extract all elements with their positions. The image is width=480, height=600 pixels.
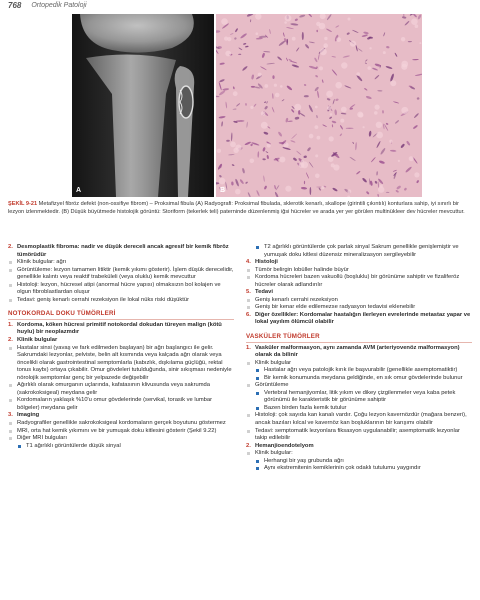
numbered-item: 1. Vasküler malformasyon, aynı zamanda AVM (arteriyovenöz malformasyon) olarak da bilinir bbox=[246, 344, 460, 359]
list-item: Tedavi: semptomatik lezyonlara fiksasyon uygulanabilir; asemptomatik lezyonlar takip edilebilir bbox=[246, 428, 472, 443]
numbered-item: 1. Kordoma, köken hücresi primitif notokordal dokudan türeyen malign (kötü huylu) bir neoplazmdır bbox=[8, 321, 222, 336]
figure-9-21 bbox=[72, 14, 422, 197]
numbered-item: 4. Histoloji bbox=[246, 259, 278, 266]
list-item: Hastalar sinsi (yavaş ve fark edilmeden başlayan) bir ağrı başlangıcı ile gelir. Sakrumdaki lezyonlar, pelviste, belin alt kısmında veya kalçada ağrı olarak veya öncelikli olarak gastrointestinal semptomlarla (kabızlık, dışkılama güçlüğü, rektal tonus kaybı) ortaya çıkabilir. Omur gövdeleri tutulduğunda, sinir sıkışması nedeniyle nörolojik semptomlar genç bir yelpazede değişebilir bbox=[8, 345, 234, 383]
list-item: Klinik bulgular: bbox=[246, 450, 472, 458]
list-item: Radyografiler genellikle sakrokoksigeal kordomaların gerçek boyutunu göstermez bbox=[8, 420, 234, 428]
sub-list-item: Bir kemik konumunda meydana geldiğinde, en sık omur gövdelerinde bulunur bbox=[246, 375, 472, 383]
panel-b-label: B bbox=[220, 187, 226, 194]
histology-image bbox=[216, 14, 422, 197]
radiograph-illustration bbox=[72, 14, 214, 197]
list-item: MRI, orta hat kemik yıkımını ve bir yumuşak doku kitlesini gösterir (Şekil 9.22) bbox=[8, 428, 234, 436]
numbered-item: 6. Diğer özellikler: Kordomalar hastalığın ilerleyen evrelerinde metastaz yapar ve lokal yayılım ölümcül olabilir bbox=[246, 311, 471, 326]
list-item: Ağırlıklı olarak omurganın uçlarında, kafatasının klivusunda veya sakrumda (sakrokoksigeal) meydana gelir bbox=[8, 382, 234, 397]
panel-a-label: A bbox=[76, 187, 82, 194]
list-item: Tümör belirgin lobüller halinde büyür bbox=[246, 267, 472, 275]
numbered-item: 2. Hemanjioendotelyom bbox=[246, 442, 314, 449]
list-item: Histoloji: lezyon, hücresel atipi (anormal hücre yapısı) olmaksızın bol kolajen ve olgun fibroblastlardan oluşur bbox=[8, 282, 234, 297]
histology-illustration bbox=[216, 14, 422, 197]
sub-list-item: T2 ağırlıklı görüntülerde çok parlak sinyal Sakrum genellikle genişlemiştir ve yumuşak doku kitlesi düzensiz mineralizasyon sergileyebilir bbox=[246, 244, 472, 259]
list-item: Geniş kenarlı cerrahi rezeksiyon bbox=[246, 297, 472, 305]
sub-list-item: Vertebral hemanjiyomlar, litik yıkım ve dikey çizgilenmeler veya kaba petek görünümü ile karakteristik bir görünüme sahiptir bbox=[246, 390, 472, 405]
list-item: Kordoma hücreleri bazen vakuollü (boşluklu) bir görünüme sahiptir ve fizaliferöz hücreler olarak adlandırılır bbox=[246, 274, 472, 289]
left-column bbox=[8, 244, 234, 450]
page-number: 768 bbox=[8, 0, 22, 10]
right-column bbox=[246, 244, 472, 473]
numbered-item: 5. Tedavi bbox=[246, 289, 273, 296]
radiograph-image bbox=[72, 14, 214, 197]
figure-caption bbox=[8, 200, 474, 216]
list-item: Klinik bulgular: ağrı bbox=[8, 259, 234, 267]
list-item: Kordomaların yaklaşık %10'u omur gövdelerinde (servikal, torasik ve lumbar bölgeler) meydana gelir bbox=[8, 397, 234, 412]
section-heading: NOTOKORDAL DOKU TÜMÖRLERİ bbox=[8, 310, 234, 320]
sub-list-item: Aynı ekstremitenin kemiklerinin çok odaklı tutulumu yaygındır bbox=[246, 465, 472, 473]
sub-list-item: T1 ağırlıklı görüntülerde düşük sinyal bbox=[8, 443, 234, 451]
numbered-item: 2. Desmoplastik fibroma: nadir ve düşük dereceli ancak agresif bir kemik fibröz tümörüdür bbox=[8, 244, 229, 258]
caption-label: ŞEKİL 9-21 bbox=[8, 201, 38, 207]
list-item: Histoloji: çok sayıda kan kanalı vardır. Çoğu lezyon kavernözdür (mağara benzeri), ancak bazıları kılcal ve kavernöz kan boşluklarının bir karışımı olabilir bbox=[246, 412, 472, 427]
sub-list-item: Bazen birden fazla kemik tutulur bbox=[246, 405, 472, 413]
list-item: Klinik bulgular bbox=[246, 360, 472, 368]
caption-text: Metafizyel fibröz defekt (non-ossifiye fibrom) – Proksimal fibula (A) Radyografi: Proksimal fibulada, sklerotik kenarlı, skallope (girintili çıkıntılı) konturlara sahip, iyi sınırlı bir lezyon izlenmektedir. (B) Düşük büyütmede histolojik görüntü: Storiform (tekerlek teli) paterninde düzenlenmiş iğsi hücreler ve arada yer yer görülen multinükleer dev hücreler mevcuttur. bbox=[8, 201, 465, 215]
list-item: Geniş bir kenar elde edilemezse radyasyon tedavisi eklenebilir bbox=[246, 304, 472, 312]
running-title: Ortopedik Patoloji bbox=[31, 1, 87, 9]
list-item: Görüntüleme bbox=[246, 382, 472, 390]
running-header bbox=[8, 0, 87, 10]
numbered-item: 2. Klinik bulgular bbox=[8, 337, 58, 344]
sub-list-item: Hastalar ağrı veya patolojik kırık ile başvurabilir (genellikle asemptomatiktir) bbox=[246, 367, 472, 375]
sub-list-item: Herhangi bir yaş grubunda ağrı bbox=[246, 458, 472, 466]
list-item: Tedavi: geniş kenarlı cerrahi rezeksiyon ile lokal nüks riski düşüktür bbox=[8, 297, 234, 305]
numbered-item: 3. Imaging bbox=[8, 412, 40, 419]
section-heading: VASKÜLER TÜMÖRLER bbox=[246, 333, 472, 343]
list-item: Görüntüleme: lezyon tamamen litiktir (kemik yıkımı gösterir). İşlem düşük derecelidir, genellikle kalıntı veya reaktif trabeküleli (veya oluklu) kemik mevcuttur bbox=[8, 267, 234, 282]
list-item: Diğer MRI bulguları bbox=[8, 435, 234, 443]
